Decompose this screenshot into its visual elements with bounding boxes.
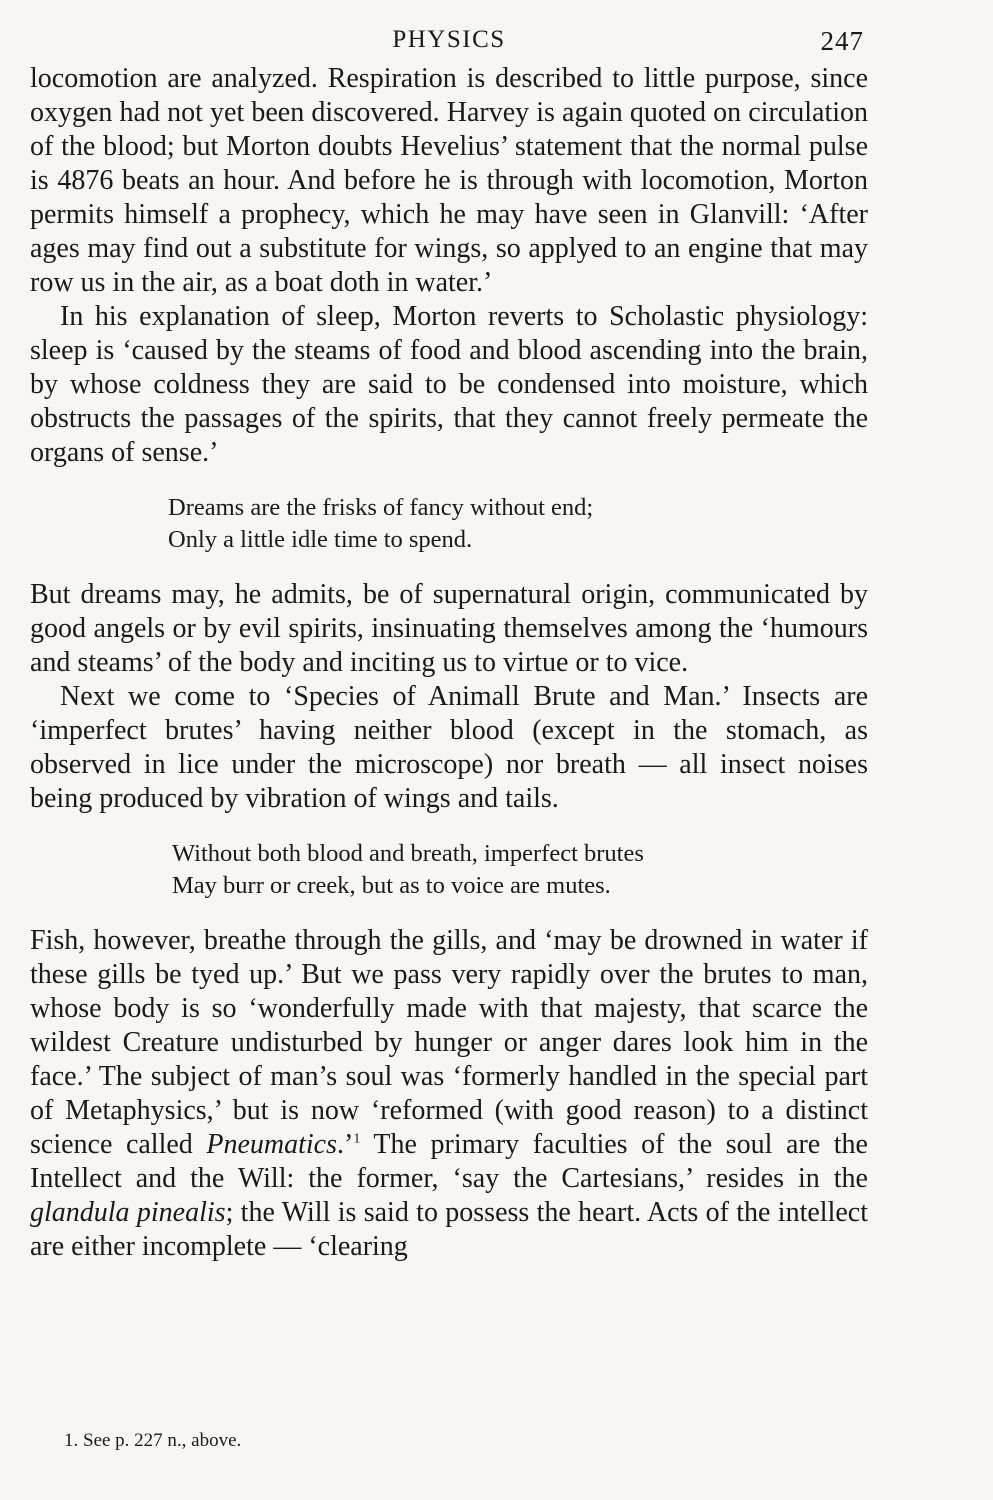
italic-term-glandula: glandula pinealis xyxy=(30,1197,226,1228)
footnote: 1. See p. 227 n., above. xyxy=(64,1430,242,1451)
running-head xyxy=(30,18,868,62)
text-run: ; the Will is said to possess the heart. Acts of the intellect are either incomplete — ‘clearing xyxy=(30,1197,868,1262)
text-run: .’ xyxy=(337,1129,354,1160)
verse-line: Without both blood and breath, imperfect brutes xyxy=(172,840,644,867)
text-run: The primary faculties of the soul are the Intellect and the Will: the former, ‘say the Cartesians,’ resides in the xyxy=(30,1129,868,1194)
verse-brutes xyxy=(172,838,868,902)
paragraph-locomotion: locomotion are analyzed. Respiration is described to little purpose, since oxygen had not yet been discovered. Harvey is again quoted on circulation of the blood; but Morton doubts Hevelius’ statement that the normal pulse is 4876 beats an hour. And before he is through with locomotion, Morton permits himself a prophecy, which he may have seen in Glanvill: ‘After ages may find out a substitute for wings, so applyed to an engine that may row us in the air, as a boat doth in water.’ xyxy=(30,63,868,298)
running-title: PHYSICS xyxy=(392,26,506,53)
paragraph-sleep: In his explanation of sleep, Morton reverts to Scholastic physiology: sleep is ‘caused by the steams of food and blood ascending into the brain, by whose coldness they are said to be condensed into moisture, which obstructs the passages of the spirits, that they cannot freely permeate the organs of sense.’ xyxy=(30,301,868,468)
paragraph-insects: Next we come to ‘Species of Animall Brute and Man.’ Insects are ‘imperfect brutes’ having neither blood (except in the stomach, as observed in lice under the microscope) nor breath — all insect noises being produced by vibration of wings and tails. xyxy=(30,681,868,814)
footnote-marker: 1 xyxy=(353,1131,361,1147)
verse-dreams xyxy=(168,492,868,556)
text-run: Fish, however, breathe through the gills, and ‘may be drowned in water if these gills be tyed up.’ But we pass very rapidly over the brutes to man, whose body is so ‘wonderfully made with that majesty, that scarce the wildest Creature undisturbed by hunger or anger dares look him in the face.’ The subject of man’s soul was ‘formerly handled in the special part of Metaphysics,’ but is now ‘reformed (with good reason) to a distinct science called xyxy=(30,925,868,1160)
paragraph-dreams: But dreams may, he admits, be of supernatural origin, communicated by good angels or by evil spirits, insinuating themselves among the ‘humours and steams’ of the body and inciting us to virtue or to vice. xyxy=(30,579,868,678)
book-page xyxy=(30,18,868,1264)
italic-term-pneumatics: Pneumatics xyxy=(206,1129,338,1160)
verse-line: Dreams are the frisks of fancy without end; xyxy=(168,494,594,521)
verse-line: Only a little idle time to spend. xyxy=(168,526,473,553)
verse-line: May burr or creek, but as to voice are mutes. xyxy=(172,872,611,899)
page-number: 247 xyxy=(820,26,864,56)
paragraph-fish-man xyxy=(30,924,868,1264)
